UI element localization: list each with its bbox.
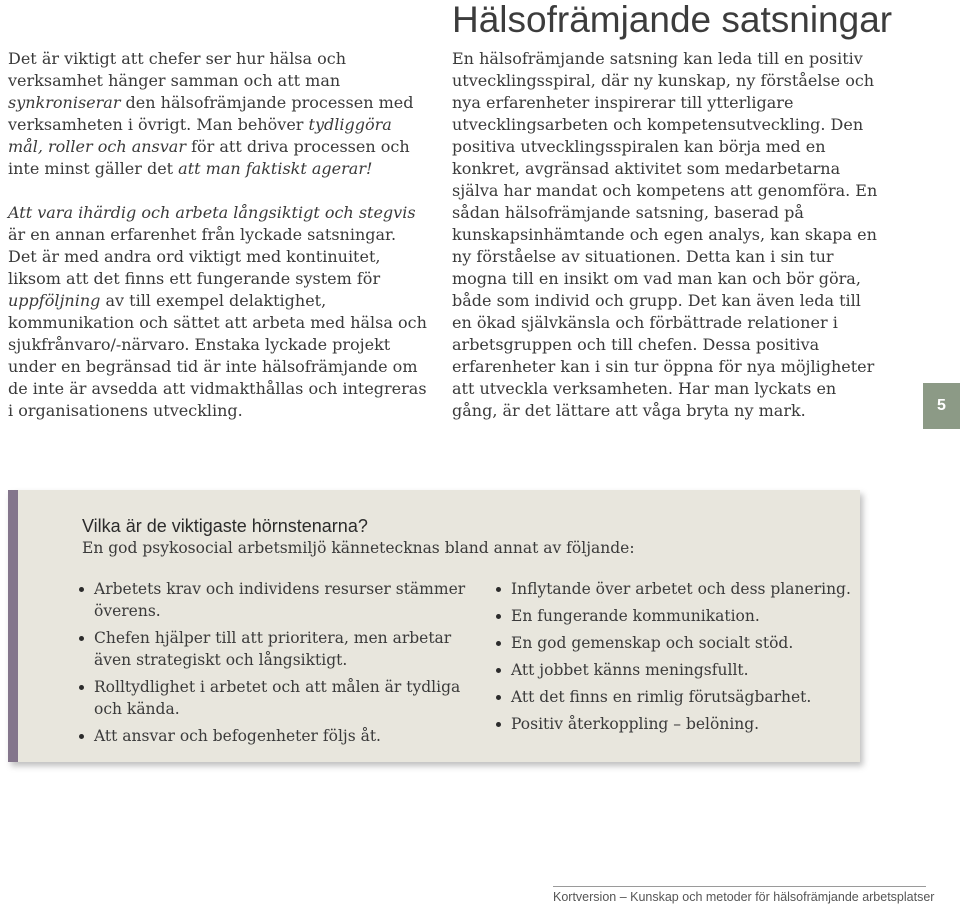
left-paragraph-1 xyxy=(8,48,428,180)
box-title: Vilka är de viktigaste hörnstenarna? xyxy=(82,516,368,536)
text-run: är en annan erfarenhet från lyckade satsningar. Det är med andra ord viktigt med kontinuitet, liksom att det finns ett fungerande system för xyxy=(8,225,397,288)
bullet-item: Positiv återkoppling – belöning. xyxy=(493,713,853,735)
box-intro: En god psykosocial arbetsmiljö kännetecknas bland annat av följande: xyxy=(82,539,635,557)
bullet-item: En god gemenskap och socialt stöd. xyxy=(493,632,853,654)
emphasis-text: synkroniserar xyxy=(8,93,121,112)
cornerstones-list-right xyxy=(493,578,853,740)
left-column xyxy=(8,48,428,422)
text-run: av till exempel delaktighet, kommunikation och sättet att arbeta med hälsa och sjukfrånvaro/-närvaro. Enstaka lyckade projekt under en begränsad tid är inte hälsofrämjande om de inte är avsedda att vidmakthållas och integreras i organisationens utveckling. xyxy=(8,291,427,420)
bullet-item: En fungerande kommunikation. xyxy=(493,605,853,627)
emphasis-text: uppföljning xyxy=(8,291,101,310)
emphasis-text: tydliggöra mål, roller och ansvar xyxy=(8,115,392,156)
emphasis-text: Att vara ihärdig och arbeta långsiktigt och stegvis xyxy=(8,203,416,222)
bullet-item: Rolltydlighet i arbetet och att målen är tydliga och kända. xyxy=(76,676,476,720)
left-paragraph-2 xyxy=(8,202,428,422)
page-heading: Hälsofrämjande satsningar xyxy=(452,0,893,40)
bullet-item: Att jobbet känns meningsfullt. xyxy=(493,659,853,681)
bullet-item: Inflytande över arbetet och dess planering. xyxy=(493,578,853,600)
text-run: Det är viktigt att chefer ser hur hälsa och verksamhet hänger samman och att man xyxy=(8,49,347,90)
text-run: för att driva processen och inte minst gäller det xyxy=(8,137,410,178)
text-run: den hälsofrämjande processen med verksamheten i övrigt. Man behöver xyxy=(8,93,414,134)
bullet-item: Arbetets krav och individens resurser stämmer överens. xyxy=(76,578,476,622)
page-footer: Kortversion – Kunskap och metoder för hälsofrämjande arbetsplatser xyxy=(553,886,926,908)
bullet-item: Att det finns en rimlig förutsägbarhet. xyxy=(493,686,853,708)
right-column xyxy=(452,48,882,422)
cornerstones-list-left xyxy=(76,578,476,752)
bullet-item: Att ansvar och befogenheter följs åt. xyxy=(76,725,476,747)
cornerstones-box xyxy=(8,490,860,762)
right-paragraph: En hälsofrämjande satsning kan leda till en positiv utvecklingsspiral, där ny kunskap, ny förståelse och nya erfarenheter inspirerar till ytterligare utvecklingsarbeten och kompetensutveckling. Den positiva utvecklingsspiralen kan börja med en konkret, avgränsad aktivitet som medarbetarna själva har mandat och kompetens att genomföra. En sådan hälsofrämjande satsning, baserad på kunskapsinhämtande och egen analys, kan skapa en ny förståelse av situationen. Detta kan i sin tur mogna till en insikt om vad man kan och bör göra, både som individ och grupp. Det kan även leda till en ökad självkänsla och förbättrade relationer i arbetsgruppen och till chefen. Dessa positiva erfarenheter kan i sin tur öppna för nya möjligheter att utveckla verksamheten. Har man lyckats en gång, är det lättare att våga bryta ny mark. xyxy=(452,49,878,420)
emphasis-text: att man faktiskt agerar! xyxy=(178,159,373,178)
bullet-item: Chefen hjälper till att prioritera, men arbetar även strategiskt och långsiktigt. xyxy=(76,627,476,671)
page-number-tab: 5 xyxy=(923,383,960,429)
